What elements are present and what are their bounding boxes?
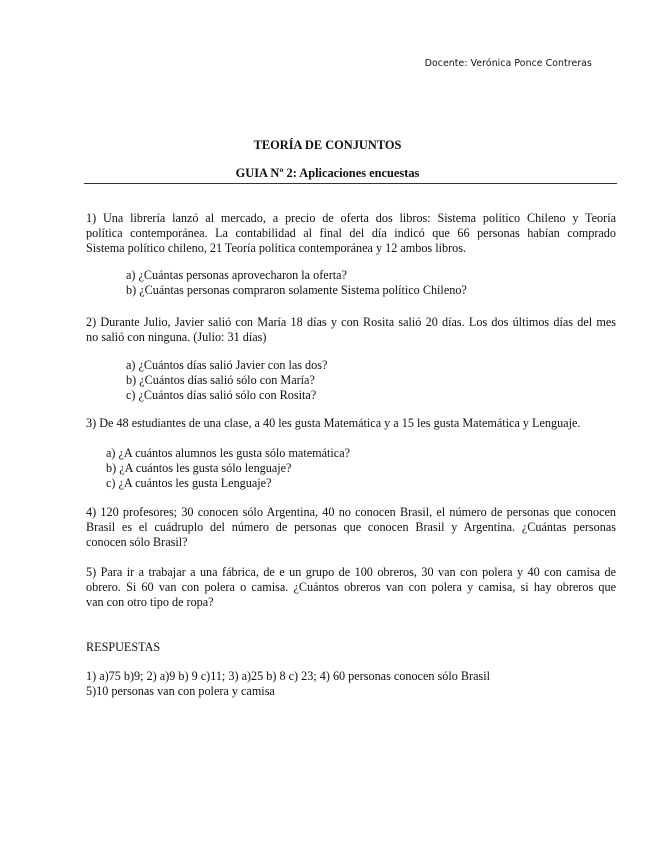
- answers-line-1: 1) a)75 b)9; 2) a)9 b) 9 c)11; 3) a)25 b) 8 c) 23; 4) 60 personas conocen sólo Brasil: [86, 669, 490, 683]
- problem-4-line-1: 4) 120 profesores; 30 conocen sólo Argentina, 40 no conocen Brasil, el número de personas que conocen: [86, 505, 616, 519]
- teacher-name: Docente: Verónica Ponce Contreras: [424, 58, 592, 69]
- question-item: b) ¿Cuántas personas compraron solamente Sistema político Chileno?: [126, 283, 467, 298]
- problem-1-line-3: Sistema político chileno, 21 Teoría política contemporánea y 12 ambos libros.: [86, 241, 467, 256]
- problem-5-statement: [86, 565, 616, 611]
- problem-4-line-3: conocen sólo Brasil?: [86, 535, 188, 550]
- problem-1-statement: [86, 211, 616, 257]
- problem-2-line-2: no salió con ninguna. (Julio: 31 días): [86, 330, 267, 345]
- document-title: TEORÍA DE CONJUNTOS: [253, 138, 402, 152]
- answers-heading: RESPUESTAS: [86, 640, 161, 654]
- problem-4-line-2: Brasil es el cuádruplo del número de personas que conocen Brasil y Argentina. ¿Cuántas personas: [86, 520, 616, 535]
- question-item: a) ¿Cuántas personas aprovecharon la oferta?: [126, 268, 347, 282]
- answers-line-2: 5)10 personas van con polera y camisa: [86, 684, 275, 698]
- document-subtitle: GUIA Nº 2: Aplicaciones encuestas: [235, 166, 420, 180]
- problem-1-line-2: política contemporánea. La contabilidad al final del día indicó que 66 personas habían comprado: [86, 226, 616, 241]
- question-item: c) ¿Cuántos días salió sólo con Rosita?: [126, 388, 317, 403]
- problem-1-line-1: 1) Una librería lanzó al mercado, a precio de oferta dos libros: Sistema político Chileno y Teoría: [86, 211, 616, 225]
- problem-2-statement: [86, 315, 616, 345]
- problem-2-questions: [126, 358, 327, 404]
- problem-1-questions: [126, 268, 467, 298]
- problem-5-line-1: 5) Para ir a trabajar a una fábrica, de e un grupo de 100 obreros, 30 van con polera y 40 con camisa de: [86, 565, 616, 579]
- problem-2-line-1: 2) Durante Julio, Javier salió con María 18 días y con Rosita salió 20 días. Los dos últimos días del mes: [86, 315, 616, 329]
- title-divider: [84, 183, 617, 184]
- problem-5-line-2: obrero. Si 60 van con polera o camisa. ¿Cuántos obreros van con polera y camisa, si hay obreros que: [86, 580, 616, 595]
- problem-5-line-3: van con otro tipo de ropa?: [86, 595, 214, 610]
- question-item: b) ¿Cuántos días salió sólo con María?: [126, 373, 315, 388]
- problem-4-statement: [86, 505, 616, 551]
- problem-3-statement: 3) De 48 estudiantes de una clase, a 40 les gusta Matemática y a 15 les gusta Matemática y Lenguaje.: [86, 416, 581, 430]
- question-item: b) ¿A cuántos les gusta sólo lenguaje?: [106, 461, 292, 476]
- question-item: a) ¿Cuántos días salió Javier con las dos?: [126, 358, 328, 372]
- problem-3-questions: [106, 446, 350, 492]
- question-item: a) ¿A cuántos alumnos les gusta sólo matemática?: [106, 446, 351, 460]
- question-item: c) ¿A cuántos les gusta Lenguaje?: [106, 476, 272, 491]
